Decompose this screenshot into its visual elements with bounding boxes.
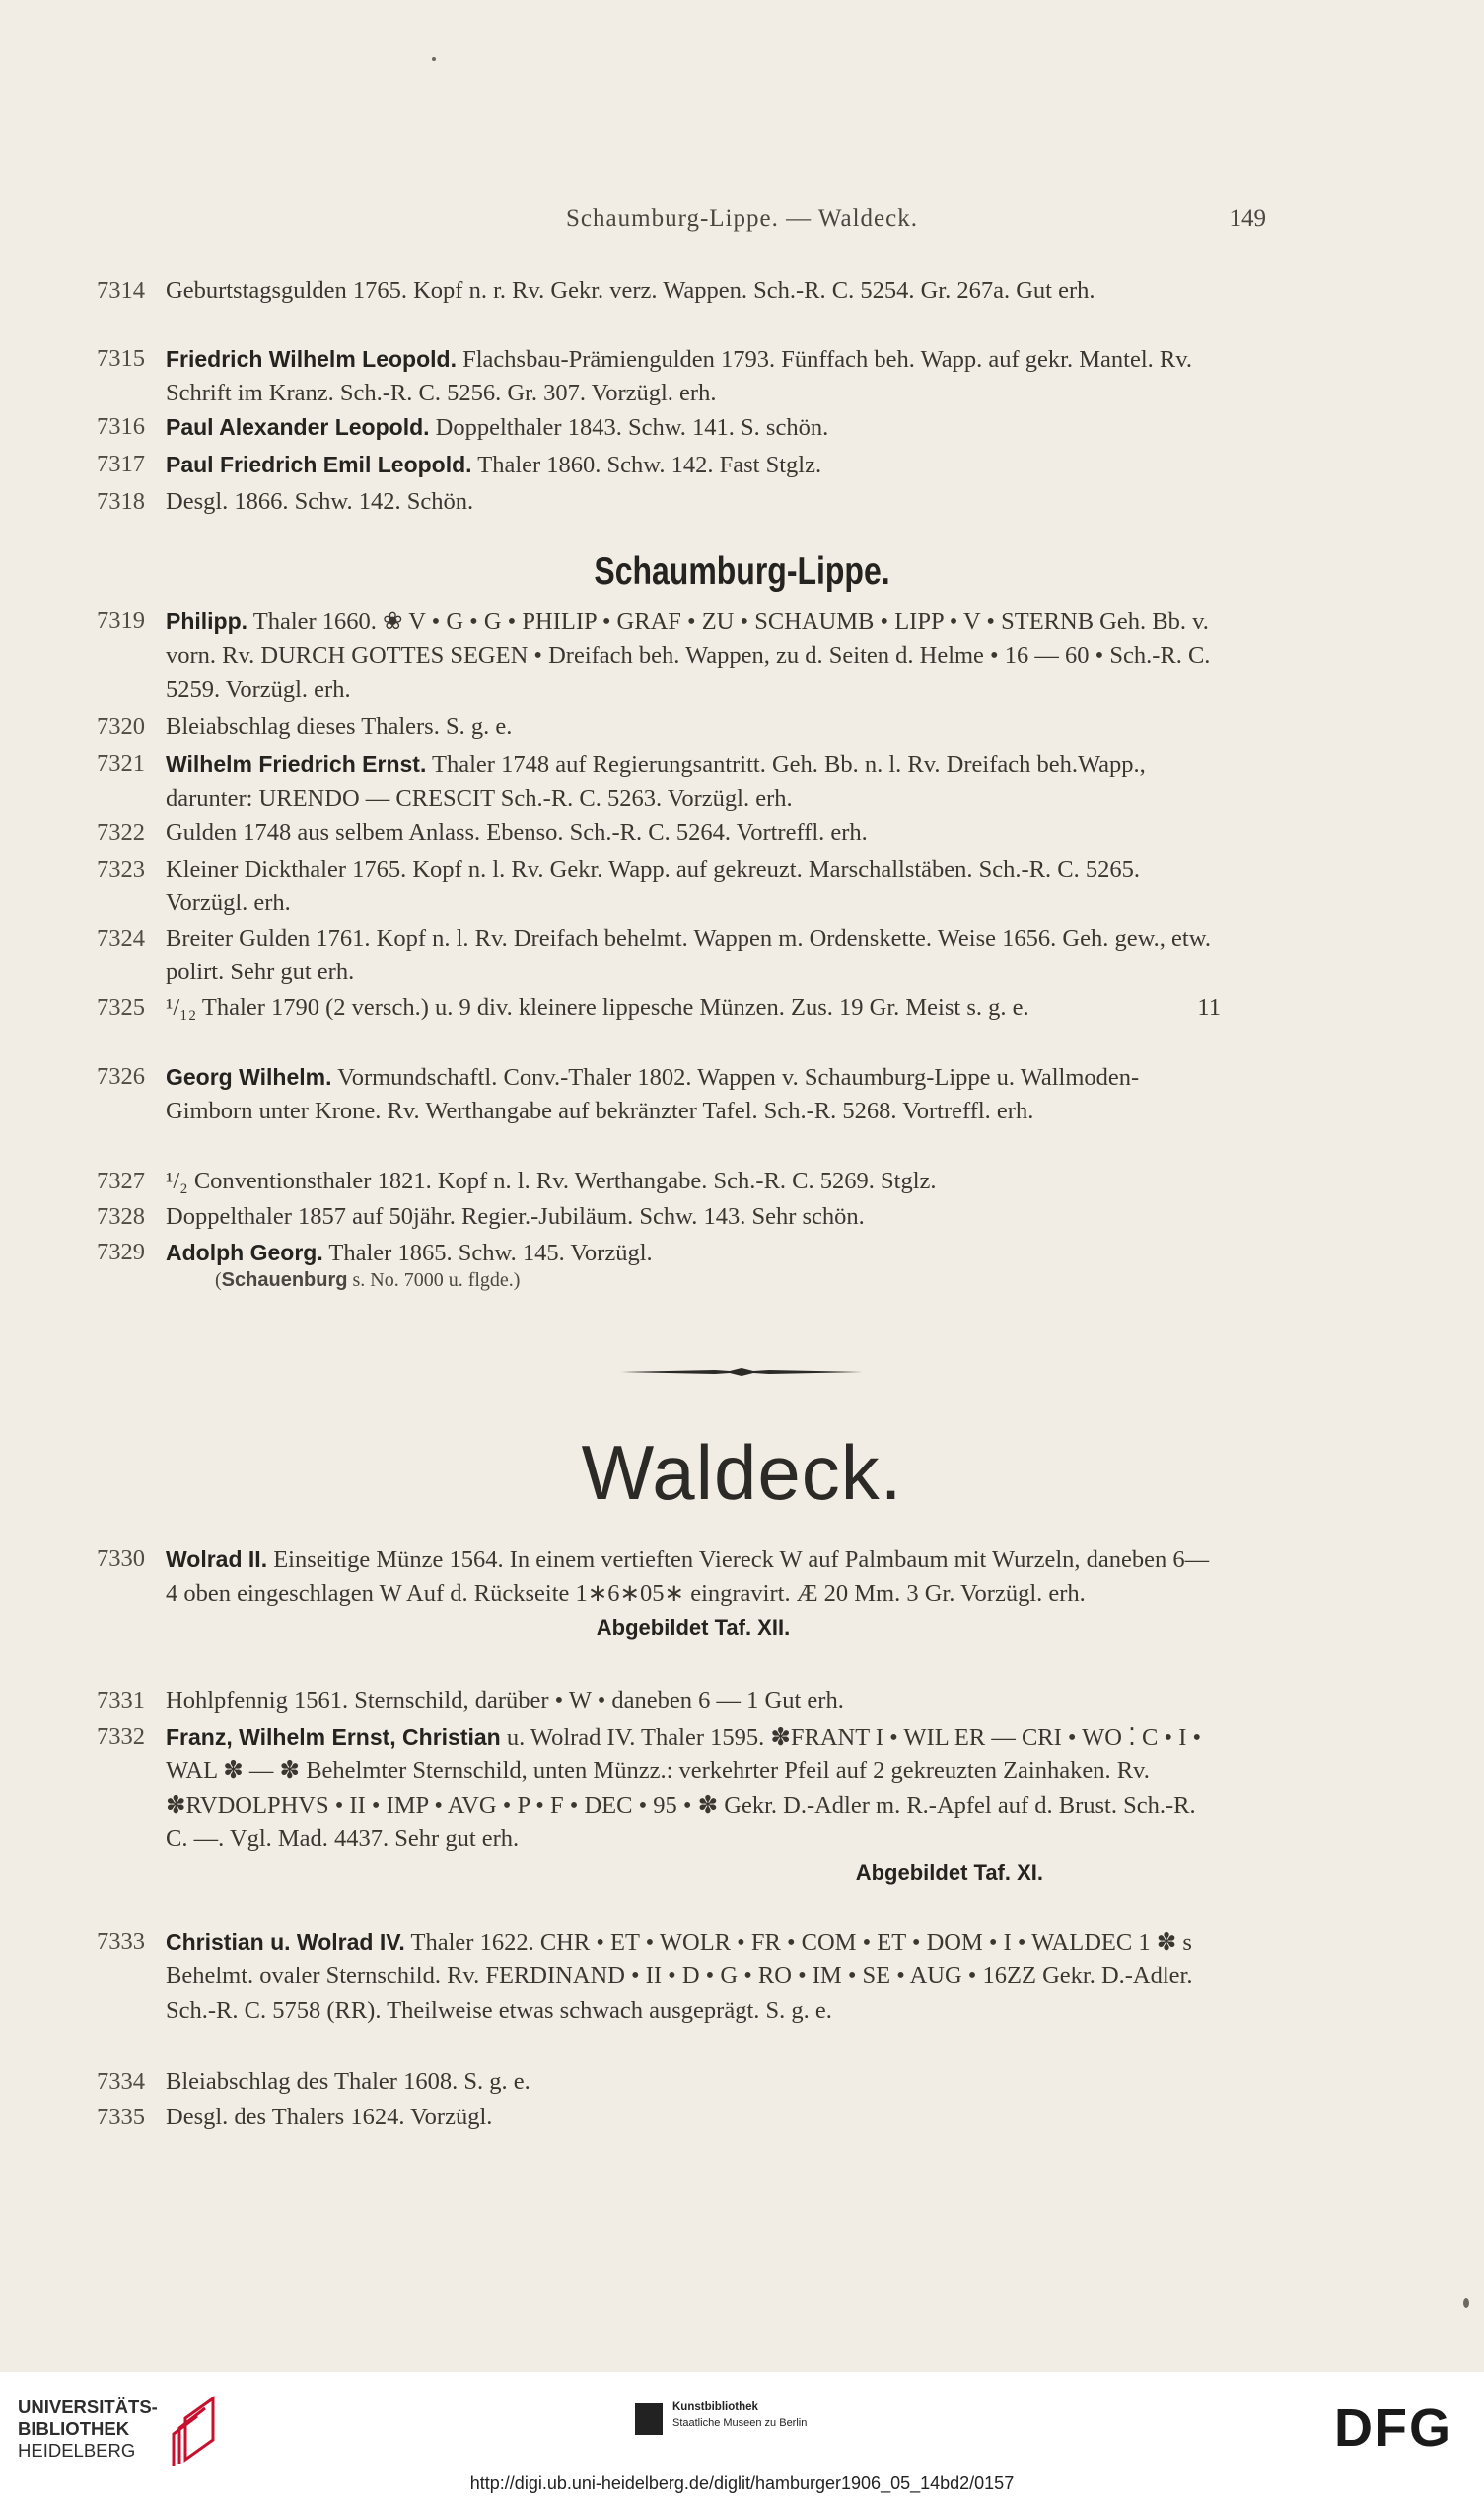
lot-text: ¹/₂ Conventionsthaler 1821. Kopf n. l. Rv. Werthangabe. Sch.-R. C. 5269. Stglz. [166,1168,937,1194]
heidelberg-library-logo[interactable] [18,2397,158,2462]
lot-7315 [97,342,1221,411]
lot-7329 [97,1236,1221,1270]
lot-7334 [97,2065,1221,2099]
dfg-logo[interactable]: DFG [1334,2398,1452,2458]
page-header [0,205,1484,245]
lot-text: Thaler 1865. Schw. 145. Vorzügl. [328,1240,653,1266]
lot-ruler: Wilhelm Friedrich Ernst. [166,751,427,777]
lot-7325 [97,991,1221,1025]
lot-7321 [97,748,1221,817]
lot-number: 7322 [97,820,145,846]
lot-7314 [97,274,1221,308]
lot-number: 7329 [97,1239,145,1265]
lot-7328 [97,1200,1221,1234]
lot-7332 [97,1720,1221,1890]
uni-emblem-icon [166,2395,225,2466]
lot-text: Bleiabschlag dieses Thalers. S. g. e. [166,713,513,740]
lot-text: Thaler 1748 auf Regierungsantritt. Geh. Bb. n. l. Rv. Dreifach beh.Wapp., darunter: URENDO — CRESCIT Sch.-R. C. 5263. Vorzügl. erh. [166,751,1146,813]
running-head: Schaumburg-Lippe. — Waldeck. [566,205,918,232]
lot-ruler: Adolph Georg. [166,1240,323,1265]
lot-text: ¹/₁₂ Thaler 1790 (2 versch.) u. 9 div. kleinere lippesche Münzen. Zus. 19 Gr. Meist s. g. e. [166,994,1029,1021]
lot-number: 7330 [97,1545,145,1572]
lot-number: 7316 [97,413,145,440]
lot-number: 7323 [97,856,145,883]
lot-text: Desgl. des Thalers 1624. Vorzügl. [166,2104,493,2130]
plate-reference: Abgebildet Taf. XII. [596,1614,791,1640]
paper-speck [432,57,436,61]
lot-number: 7332 [97,1723,145,1750]
lot-number: 7318 [97,488,145,515]
lot-number: 7315 [97,345,145,372]
lot-number: 7314 [97,277,145,304]
lot-text: Kleiner Dickthaler 1765. Kopf n. l. Rv. Gekr. Wapp. auf gekreuzt. Marschallstäben. Sch.-R. C. 5265. Vorzügl. erh. [166,856,1141,917]
lot-number: 7335 [97,2104,145,2130]
lot-text: Thaler 1860. Schw. 142. Fast Stglz. [477,452,822,478]
cross-reference: (Schauenburg s. No. 7000 u. flgde.) [215,1269,521,1291]
section-title-waldeck: Waldeck. [581,1429,903,1516]
lot-ruler: Wolrad II. [166,1546,268,1572]
lot-text: Thaler 1660. ❀ V • G • G • PHILIP • GRAF • ZU • SCHAUMB • LIPP • V • STERNB Geh. Bb. v. vorn. Rv. DURCH GOTTES SEGEN • Dreifach beh. Wappen, zu d. Seiten d. Helme • 16 — 60 • Sch.-R. C. 5259. Vorzügl. erh. [166,608,1211,703]
lot-7323 [97,853,1221,921]
digitization-footer: UNIVERSITÄTS- BIBLIOTHEK HEIDELBERG Kunstbibliothek Staatliche Museen zu Berlin DFG http://digi.ub.uni-heidelberg.de/diglit/hamburger1906_05_14bd2/0157 [0,2372,1484,2504]
lot-ruler: Christian u. Wolrad IV. [166,1929,405,1955]
ornament-rule [621,1367,863,1377]
lot-ruler: Paul Alexander Leopold. [166,414,430,440]
lot-7327 [97,1165,1221,1198]
lot-7317 [97,448,1221,482]
lot-7319 [97,605,1221,707]
lot-7320 [97,710,1221,744]
lot-number: 7321 [97,751,145,777]
lot-text: Gulden 1748 aus selbem Anlass. Ebenso. Sch.-R. C. 5264. Vortreffl. erh. [166,820,868,846]
lot-7335 [97,2101,1221,2134]
plate-reference: Abgebildet Taf. XI. [855,1860,1043,1886]
lot-7316 [97,410,1221,445]
lot-text: Bleiabschlag des Thaler 1608. S. g. e. [166,2068,530,2095]
paper-speck [1463,2298,1469,2308]
lot-text: Thaler 1622. CHR • ET • WOLR • FR • COM • ET • DOM • I • WALDEC 1 ✽ s Behelmt. ovaler Sternschild. Rv. FERDINAND • II • D • G • RO • IM • SE • AUG • 16ZZ Gekr. D.-Adler. Sch.-R. C. 5758 (RR). Theilweise etwas schwach ausgeprägt. S. g. e. [166,1929,1193,2024]
source-url-link[interactable]: http://digi.ub.uni-heidelberg.de/diglit/hamburger1906_05_14bd2/0157 [469,2473,1015,2493]
lot-number: 7333 [97,1928,145,1955]
lot-7318 [97,485,1221,519]
lot-ruler: Friedrich Wilhelm Leopold. [166,346,457,372]
lot-number: 7331 [97,1687,145,1714]
lot-text: Geburtstagsgulden 1765. Kopf n. r. Rv. Gekr. verz. Wappen. Sch.-R. C. 5254. Gr. 267a. Gut erh. [166,277,1095,304]
lot-7326 [97,1060,1221,1129]
lot-7330 [97,1542,1221,1645]
lot-number: 7328 [97,1203,145,1230]
lot-number: 7326 [97,1063,145,1090]
lot-7322 [97,817,1221,850]
lot-text: Doppelthaler 1843. Schw. 141. S. schön. [435,414,829,441]
page-number: 149 [1229,205,1266,232]
lot-number: 7324 [97,925,145,952]
lot-text: Flachsbau-Prämiengulden 1793. Fünffach beh. Wapp. auf gekr. Mantel. Rv. Schrift im Kranz. Sch.-R. C. 5256. Gr. 307. Vorzügl. erh. [166,346,1193,407]
lot-number: 7334 [97,2068,145,2095]
lot-text: Hohlpfennig 1561. Sternschild, darüber • W • daneben 6 — 1 Gut erh. [166,1687,844,1714]
lot-number: 7317 [97,451,145,477]
lot-ruler: Georg Wilhelm. [166,1064,332,1090]
lot-text: Doppelthaler 1857 auf 50jähr. Regier.-Jubiläum. Schw. 143. Sehr schön. [166,1203,865,1230]
cross-ref-name: Schauenburg [221,1269,348,1291]
lot-number: 7327 [97,1168,145,1194]
uni-logo-text: UNIVERSITÄTS- BIBLIOTHEK HEIDELBERG [18,2397,158,2461]
cross-ref-text: s. No. 7000 u. flgde.) [347,1269,521,1291]
kb-emblem-icon [635,2403,663,2435]
lot-text: Einseitige Münze 1564. In einem vertieften Viereck W auf Palmbaum mit Wurzeln, daneben 6—4 oben eingeschlagen W Auf d. Rückseite 1∗6∗05∗ eingravirt. Æ 20 Mm. 3 Gr. Vorzügl. erh. [166,1546,1210,1608]
lot-number: 7320 [97,713,145,740]
lot-ruler: Franz, Wilhelm Ernst, Christian [166,1724,501,1750]
lot-text: Breiter Gulden 1761. Kopf n. l. Rv. Dreifach behelmt. Wappen m. Ordenskette. Weise 1656. Geh. gew., etw. polirt. Sehr gut erh. [166,925,1211,986]
lot-7331 [97,1684,1221,1718]
lot-7333 [97,1925,1221,2028]
lot-text: u. Wolrad IV. Thaler 1595. ✽FRANT I • WIL ER — CRI • WO ⁚ C • I • WAL ✽ — ✽ Behelmter Sternschild, unten Münzz.: verkehrter Pfeil auf 2 gekreuzten Zainhaken. Rv. ✽RVDOLPHVS • II • IMP • AVG • P • F • DEC • 95 • ✽ Gekr. D.-Adler m. R.-Apfel auf d. Brust. Sch.-R. C. —. Vgl. Mad. 4437. Sehr gut erh. [166,1724,1202,1852]
lot-ruler: Philipp. [166,608,248,634]
lot-number: 7319 [97,608,145,634]
lot-7324 [97,922,1221,990]
section-title-schaumburg: Schaumburg-Lippe. [594,550,890,593]
lot-quantity: 11 [1197,994,1221,1021]
lot-number: 7325 [97,994,145,1021]
lot-text: Desgl. 1866. Schw. 142. Schön. [166,488,474,515]
lot-text: Vormundschaftl. Conv.-Thaler 1802. Wappen v. Schaumburg-Lippe u. Wallmoden-Gimborn unter Krone. Rv. Werthangabe auf bekränzter Tafel. Sch.-R. 5268. Vortreffl. erh. [166,1064,1140,1125]
lot-ruler: Paul Friedrich Emil Leopold. [166,452,472,477]
